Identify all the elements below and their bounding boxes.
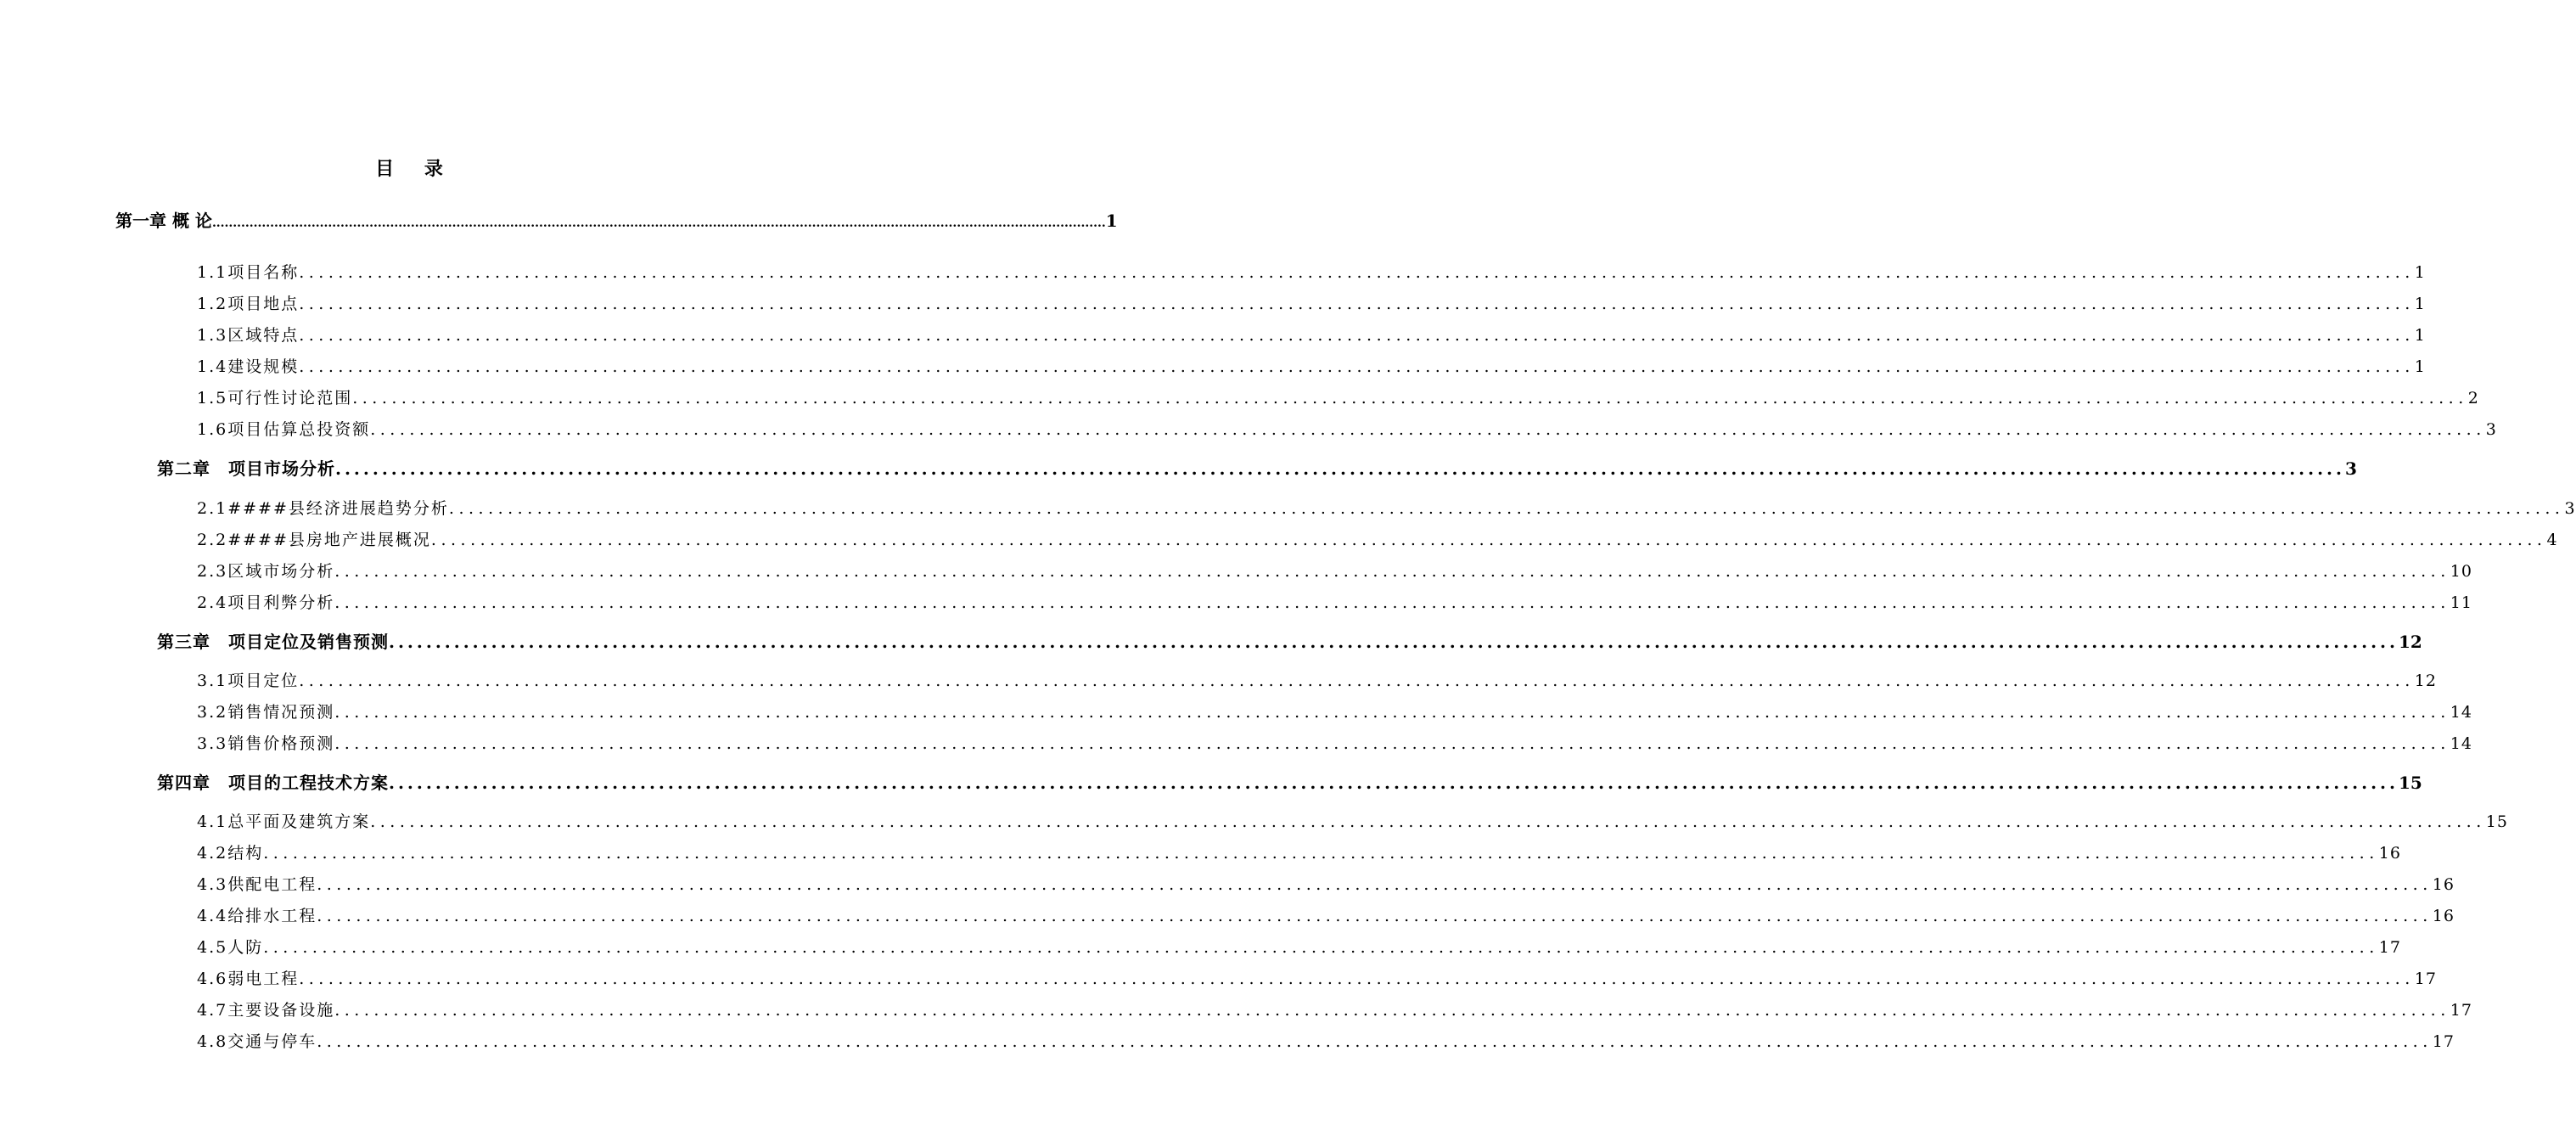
toc-leader-dots: ........................................................................................................................................................................................................................ [335, 458, 2345, 479]
toc-leader-dots: ........................................................................................................................................................................................................................ [334, 734, 2450, 753]
toc-entry-1-3[interactable] [197, 323, 2426, 346]
toc-page-number: 3 [2485, 420, 2497, 439]
toc-entry-4-5[interactable] [197, 935, 2401, 958]
toc-entry-1-2[interactable] [197, 291, 2426, 314]
toc-entry-label: 4.5人防 [197, 938, 264, 957]
toc-page-number: 2 [2467, 389, 2479, 408]
toc-entry-label: 4.3供配电工程 [197, 875, 317, 894]
toc-entry-3-1[interactable] [197, 668, 2437, 691]
toc-entry-4-3[interactable] [197, 872, 2455, 895]
toc-entry-label: 第四章 项目的工程技术方案 [157, 773, 389, 793]
toc-page-number: 15 [2485, 812, 2508, 831]
toc-entry-label: 2.3区域市场分析 [197, 562, 335, 581]
toc-entry-4-4[interactable] [197, 903, 2455, 926]
toc-entry-1-6[interactable] [197, 417, 2497, 440]
toc-page-number: 15 [2398, 773, 2422, 793]
toc-entry-1-5[interactable] [197, 385, 2479, 408]
toc-leader-dots: ........................................................................................................................................................................................................................ [430, 531, 2547, 549]
toc-entry-2-1[interactable] [197, 496, 2576, 519]
toc-entry-4-8[interactable] [197, 1029, 2455, 1052]
toc-page-number: 4 [2546, 531, 2558, 549]
toc-page-number: 1 [2414, 295, 2426, 313]
toc-leader-dots: ........................................................................................................................................................................................................................ [334, 593, 2450, 612]
toc-entry-chapter-3[interactable] [157, 628, 2422, 653]
toc-leader-dots: ........................................................................................................................................................................................................................ [317, 907, 2433, 925]
toc-entry-label: 1.6项目估算总投资额 [197, 420, 371, 439]
toc-entry-label: 4.6弱电工程 [197, 970, 300, 988]
toc-entry-3-2[interactable] [197, 700, 2472, 722]
toc-entry-label: 2.1####县经济进展趋势分析 [197, 499, 449, 518]
toc-page-number: 11 [2450, 593, 2472, 612]
toc-page-number: 12 [2414, 672, 2437, 690]
toc-entry-2-2[interactable] [197, 527, 2558, 550]
toc-entry-label: 第一章 概 论 [115, 211, 212, 231]
toc-entry-label: 4.4给排水工程 [197, 907, 317, 925]
toc-page-number: 16 [2432, 875, 2455, 894]
toc-page-number: 1 [2414, 326, 2426, 345]
toc-entry-label: 4.1总平面及建筑方案 [197, 812, 371, 831]
toc-page-number: 17 [2414, 970, 2437, 988]
toc-page-number: 16 [2378, 844, 2401, 863]
toc-entry-label: 3.2销售情况预测 [197, 703, 335, 722]
toc-leader-dots: ........................................................................................................................................................................................................................ [370, 420, 2486, 439]
toc-leader-dots: ........................................................................................................................................................................................................................ [299, 295, 2415, 313]
toc-entry-1-1[interactable] [197, 260, 2426, 283]
toc-entry-label: 1.1项目名称 [197, 263, 300, 282]
toc-entry-2-3[interactable] [197, 559, 2472, 582]
toc-entry-label: 3.3销售价格预测 [197, 734, 335, 753]
toc-entry-chapter-4[interactable] [157, 769, 2422, 794]
toc-leader-dots: ........................................................................................................................................................................................................................ [211, 216, 1106, 230]
toc-page-number: 1 [2414, 357, 2426, 376]
toc-leader-dots: ........................................................................................................................................................................................................................ [299, 263, 2415, 282]
toc-leader-dots: ........................................................................................................................................................................................................................ [299, 357, 2415, 376]
toc-entry-label: 1.2项目地点 [197, 295, 300, 313]
toc-leader-dots: ........................................................................................................................................................................................................................ [334, 1001, 2450, 1020]
toc-entry-chapter-1[interactable] [115, 207, 1118, 232]
toc-page-number: 16 [2432, 907, 2455, 925]
toc-leader-dots: ........................................................................................................................................................................................................................ [263, 844, 2379, 863]
toc-page-number: 17 [2378, 938, 2401, 957]
toc-page-number: 14 [2450, 734, 2472, 753]
toc-entry-2-4[interactable] [197, 590, 2472, 613]
toc-entry-1-4[interactable] [197, 354, 2426, 377]
toc-leader-dots: ........................................................................................................................................................................................................................ [389, 632, 2399, 652]
toc-leader-dots: ........................................................................................................................................................................................................................ [334, 703, 2450, 722]
toc-page-number: 17 [2450, 1001, 2472, 1020]
toc-entry-label: 第三章 项目定位及销售预测 [157, 632, 389, 652]
toc-entry-label: 1.4建设规模 [197, 357, 300, 376]
toc-entry-4-7[interactable] [197, 998, 2472, 1020]
toc-leader-dots: ........................................................................................................................................................................................................................ [334, 562, 2450, 581]
toc-entry-label: 4.7主要设备设施 [197, 1001, 335, 1020]
toc-leader-dots: ........................................................................................................................................................................................................................ [299, 672, 2415, 690]
toc-entry-4-6[interactable] [197, 966, 2437, 989]
toc-entry-label: 3.1项目定位 [197, 672, 300, 690]
toc-page-number: 1 [2414, 263, 2426, 282]
toc-page-number: 3 [2564, 499, 2576, 518]
toc-page-number: 14 [2450, 703, 2472, 722]
toc-page-number: 1 [1105, 211, 1118, 231]
toc-leader-dots: ........................................................................................................................................................................................................................ [299, 326, 2415, 345]
toc-leader-dots: ........................................................................................................................................................................................................................ [299, 970, 2415, 988]
toc-entry-3-3[interactable] [197, 731, 2472, 754]
toc-entry-label: 1.5可行性讨论范围 [197, 389, 353, 408]
toc-leader-dots: ........................................................................................................................................................................................................................ [317, 1032, 2433, 1051]
toc-entry-4-2[interactable] [197, 840, 2401, 863]
toc-leader-dots: ........................................................................................................................................................................................................................ [370, 812, 2486, 831]
toc-entry-label: 4.2结构 [197, 844, 264, 863]
toc-leader-dots: ........................................................................................................................................................................................................................ [448, 499, 2565, 518]
toc-entry-chapter-2[interactable] [157, 455, 2357, 480]
toc-entry-label: 2.2####县房地产进展概况 [197, 531, 431, 549]
toc-page-number: 10 [2450, 562, 2472, 581]
toc-entry-label: 2.4项目利弊分析 [197, 593, 335, 612]
toc-title: 目 录 [375, 158, 455, 180]
toc-entry-label: 4.8交通与停车 [197, 1032, 317, 1051]
toc-leader-dots: ........................................................................................................................................................................................................................ [389, 773, 2399, 793]
toc-entry-4-1[interactable] [197, 809, 2508, 832]
toc-leader-dots: ........................................................................................................................................................................................................................ [352, 389, 2468, 408]
toc-page-number: 17 [2432, 1032, 2455, 1051]
toc-leader-dots: ........................................................................................................................................................................................................................ [317, 875, 2433, 894]
toc-entry-label: 第二章 项目市场分析 [157, 458, 335, 479]
toc-leader-dots: ........................................................................................................................................................................................................................ [263, 938, 2379, 957]
toc-page-number: 12 [2398, 632, 2422, 652]
toc-entry-label: 1.3区域特点 [197, 326, 300, 345]
toc-page-number: 3 [2344, 458, 2357, 479]
